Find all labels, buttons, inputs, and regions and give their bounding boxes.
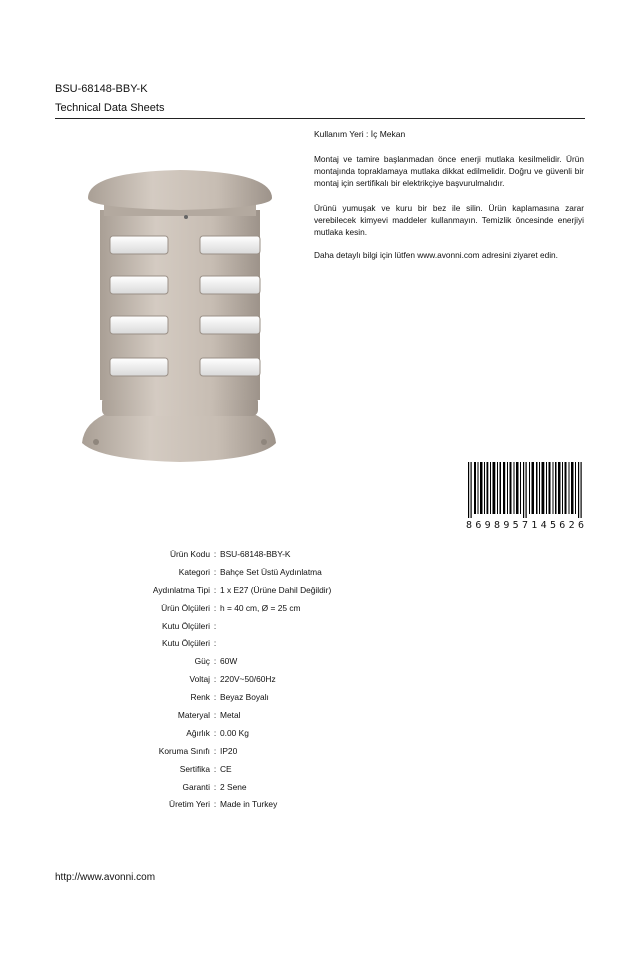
- usage-line: Kullanım Yeri : İç Mekan: [314, 129, 406, 139]
- spec-label: Üretim Yeri: [169, 799, 210, 810]
- spec-row: Renk : Beyaz Boyalı: [60, 688, 420, 706]
- spec-row: Koruma Sınıfı : IP20: [60, 742, 420, 760]
- spec-label: Materyal: [177, 709, 210, 720]
- spec-label: Garanti: [182, 781, 210, 792]
- spec-value: CE: [220, 763, 232, 774]
- spec-value: Beyaz Boyalı: [220, 692, 269, 703]
- spec-value: IP20: [220, 745, 238, 756]
- more-info-text: Daha detaylı bilgi için lütfen www.avonni.com adresini ziyaret edin.: [314, 250, 558, 260]
- spec-value: Bahçe Set Üstü Aydınlatma: [220, 566, 322, 577]
- product-image: [60, 160, 300, 480]
- barcode-digit: 5: [549, 520, 556, 531]
- header-divider: [55, 118, 585, 119]
- spec-row: Garanti : 2 Sene: [60, 778, 420, 796]
- spec-row: Güç : 60W: [60, 652, 420, 670]
- spec-label: Sertifika: [179, 763, 210, 774]
- spec-row: Ağırlık : 0.00 Kg: [60, 724, 420, 742]
- spec-label: Koruma Sınıfı: [158, 745, 210, 756]
- spec-value: 60W: [220, 656, 238, 667]
- barcode-digit: 9: [484, 520, 491, 531]
- barcode-digit: 6: [475, 520, 482, 531]
- barcode-digit: 4: [540, 520, 547, 531]
- document-title: Technical Data Sheets: [55, 102, 165, 114]
- spec-row: Kategori : Bahçe Set Üstü Aydınlatma: [60, 563, 420, 581]
- spec-value: 0.00 Kg: [220, 727, 249, 738]
- usage-label: Kullanım Yeri: [314, 129, 364, 139]
- barcode-digit: 8: [493, 520, 501, 531]
- spec-label: Ağırlık: [186, 727, 210, 738]
- header-product-code: BSU-68148-BBY-K: [55, 83, 148, 95]
- barcode-digit: 8: [466, 520, 473, 531]
- barcode: [466, 462, 584, 534]
- spec-row: Ürün Kodu : BSU-68148-BBY-K: [60, 545, 420, 563]
- spec-row: Voltaj : 220V~50/60Hz: [60, 670, 420, 688]
- barcode-digits: [466, 520, 584, 531]
- spec-value: h = 40 cm, Ø = 25 cm: [220, 602, 301, 613]
- spec-label: Ürün Kodu: [169, 548, 210, 559]
- barcode-digit: 7: [521, 520, 528, 531]
- spec-value: Metal: [220, 709, 241, 720]
- spec-table: [60, 545, 420, 813]
- spec-label: Kutu Ölçüleri: [162, 620, 210, 631]
- barcode-bars: [466, 462, 584, 518]
- barcode-digit: 9: [503, 520, 510, 531]
- spec-label: Güç: [194, 656, 210, 667]
- spec-row: Ürün Ölçüleri : h = 40 cm, Ø = 25 cm: [60, 599, 420, 617]
- spec-value: 2 Sene: [220, 781, 247, 792]
- barcode-digit: 6: [559, 520, 566, 531]
- spec-label: Kutu Ölçüleri: [162, 638, 210, 649]
- spec-row: Materyal : Metal: [60, 706, 420, 724]
- spec-label: Kategori: [178, 566, 210, 577]
- barcode-digit: 6: [577, 520, 584, 531]
- spec-value: BSU-68148-BBY-K: [220, 548, 291, 559]
- barcode-digit: 5: [512, 520, 519, 531]
- spec-value: Made in Turkey: [220, 799, 278, 810]
- spec-value: 220V~50/60Hz: [220, 674, 276, 685]
- spec-row: Sertifika : CE: [60, 760, 420, 778]
- spec-value: 1 x E27 (Ürüne Dahil Değildir): [220, 584, 332, 595]
- spec-label: Ürün Ölçüleri: [161, 602, 210, 613]
- installation-warning: Montaj ve tamire başlanmadan önce enerji mutlaka kesilmelidir. Ürün montajında topraklamaya mutlaka dikkat edilmelidir. Doğru ve güvenli bir montaj için sertifikalı bir elektrikçiye başvurulmalıdır.: [314, 154, 584, 188]
- barcode-digit: 1: [531, 520, 538, 531]
- spec-row: Aydınlatma Tipi : 1 x E27 (Ürüne Dahil Değildir): [60, 581, 420, 599]
- cleaning-instructions: Ürünü yumuşak ve kuru bir bez ile silin. Ürün kaplamasına zarar verebilecek kimyevi maddeler kullanmayın. Temizlik öncesinde enerjiyi mutlaka kesin.: [314, 203, 584, 237]
- usage-value: İç Mekan: [370, 129, 406, 139]
- spec-label: Voltaj: [189, 674, 210, 685]
- spec-row: Kutu Ölçüleri :: [60, 617, 420, 635]
- spec-label: Renk: [190, 692, 210, 703]
- spec-row: Üretim Yeri : Made in Turkey: [60, 795, 420, 813]
- spec-label: Aydınlatma Tipi: [152, 584, 210, 595]
- spec-row: Kutu Ölçüleri :: [60, 634, 420, 652]
- barcode-digit: 2: [568, 520, 575, 531]
- footer-url: http://www.avonni.com: [55, 872, 156, 883]
